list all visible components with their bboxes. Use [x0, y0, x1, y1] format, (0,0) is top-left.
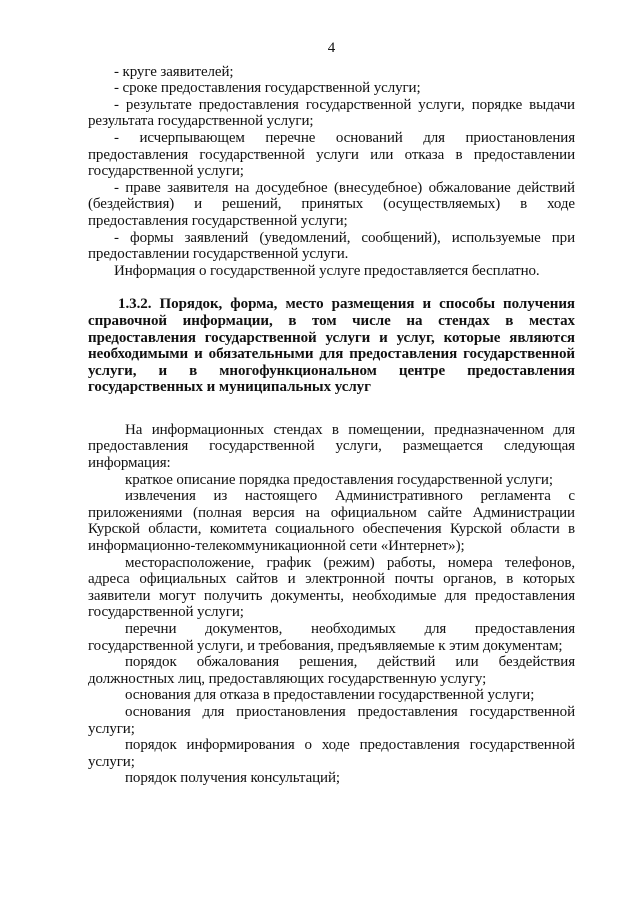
- list-item: месторасположение, график (режим) работы, номера телефонов, адреса официальных сайтов и электронной почты органов, в которых заявители могут получить документы, необходимые для предоставления государственной услуги;: [88, 554, 575, 621]
- list-item: - праве заявителя на досудебное (внесудебное) обжалование действий (бездействия) и решений, принятых (осуществляемых) в ходе предоставления государственной услуги;: [88, 179, 575, 229]
- list-item: перечни документов, необходимых для предоставления государственной услуги, и требования, предъявляемые к этим документам;: [88, 621, 575, 654]
- list-item: основания для приостановления предоставления государственной услуги;: [88, 703, 575, 737]
- list-item: - результате предоставления государственной услуги, порядке выдачи результата государственной услуги;: [88, 96, 575, 130]
- document-page: [88, 40, 575, 787]
- list-item: - сроке предоставления государственной услуги;: [114, 80, 421, 97]
- list-item: краткое описание порядка предоставления государственной услуги;: [125, 471, 553, 488]
- list-item: - исчерпывающем перечне оснований для приостановления предоставления государственной услуги или отказа в предоставлении государственной услуги;: [88, 129, 575, 180]
- list-item: порядок получения консультаций;: [125, 770, 340, 787]
- list-item: порядок обжалования решения, действий или бездействия должностных лиц, предоставляющих государственную услугу;: [88, 654, 575, 687]
- stand-intro: На информационных стендах в помещении, предназначенном для предоставления государственной услуги, размещается следующая информация:: [88, 421, 575, 472]
- list-item: - круге заявителей;: [114, 63, 234, 80]
- section-heading: 1.3.2. Порядок, форма, место размещения и способы получения справочной информации, в том числе на стендах в местах предоставления государственной услуги и услуг, которые являются необходимыми и обязательными для предоставления государственной услуги, и в многофункциональном центре предоставления государственных и муниципальных услуг: [88, 296, 575, 396]
- free-service-note: Информация о государственной услуге предоставляется бесплатно.: [114, 262, 540, 279]
- list-item: основания для отказа в предоставлении государственной услуги;: [125, 687, 535, 704]
- page-number: 4: [327, 40, 336, 56]
- list-item: порядок информирования о ходе предоставления государственной услуги;: [88, 737, 575, 770]
- list-item: извлечения из настоящего Административного регламента с приложениями (полная версия на официальном сайте Администрации Курской области, комитета социального обеспечения Курской области в информационно-телекоммуникационной сети «Интернет»);: [88, 488, 575, 555]
- stand-info: [88, 422, 575, 787]
- list-item: - формы заявлений (уведомлений, сообщений), используемые при предоставлении государственной услуги.: [88, 229, 575, 263]
- info-list: [88, 64, 575, 280]
